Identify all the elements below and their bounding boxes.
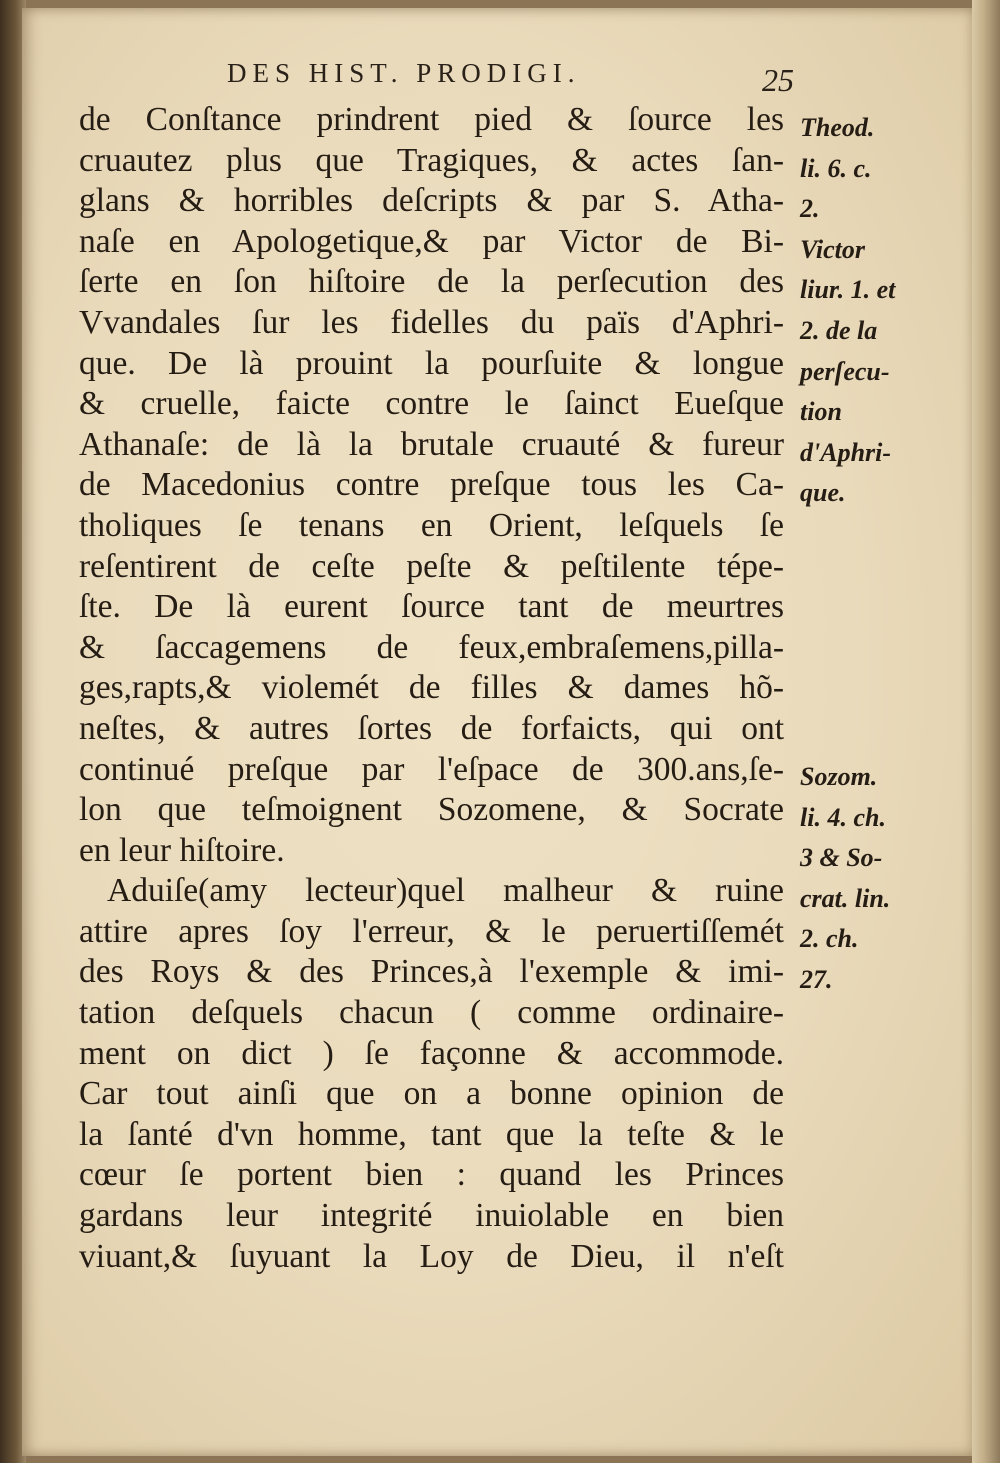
margin-note: 27. bbox=[800, 964, 833, 994]
text-line: glans & horribles deſcripts & par S. Atha- bbox=[79, 182, 784, 220]
text-line: & ſaccagemens de feux,embraſemens,pilla- bbox=[79, 628, 784, 666]
running-head: DES HIST. PRODIGI. bbox=[227, 58, 581, 88]
text-line: ment on dict ) ſe façonne & accommode. bbox=[79, 1034, 784, 1072]
text-line: des Roys & des Princes,à l'exemple & imi- bbox=[79, 953, 784, 991]
margin-note: crat. lin. bbox=[800, 883, 891, 913]
text-line: attire apres ſoy l'erreur, & le peruertiſſemét bbox=[79, 912, 784, 950]
text-line: en leur hiſtoire. bbox=[79, 831, 285, 869]
text-line: Car tout ainſi que on a bonne opinion de bbox=[79, 1075, 784, 1113]
margin-note: li. 6. c. bbox=[800, 153, 872, 183]
text-line: lon que teſmoignent Sozomene, & Socrate bbox=[79, 791, 784, 829]
text-line: Vvandales ſur les fidelles du païs d'Aphri- bbox=[79, 303, 784, 341]
text-line: de Macedonius contre preſque tous les Ca- bbox=[79, 466, 784, 504]
text-line: cœur ſe portent bien : quand les Princes bbox=[79, 1156, 784, 1194]
text-line: continué preſque par l'eſpace de 300.ans,ſe- bbox=[79, 750, 784, 788]
margin-notes bbox=[800, 108, 920, 1001]
text-line: naſe en Apologetique,& par Victor de Bi- bbox=[79, 222, 784, 260]
text-line: neſtes, & autres ſortes de forfaicts, qui ont bbox=[79, 709, 784, 747]
margin-note: 2. ch. bbox=[800, 924, 859, 954]
text-line: reſentirent de ceſte peſte & peſtilente tépe- bbox=[79, 547, 784, 585]
text-line: ges,rapts,& violemét de filles & dames hõ- bbox=[79, 669, 784, 707]
margin-note: perſecu- bbox=[800, 356, 890, 386]
page-number: 25 bbox=[762, 62, 794, 98]
margin-note: que. bbox=[800, 478, 846, 508]
margin-note: 3 & So- bbox=[800, 843, 883, 873]
text-line: la ſanté d'vn homme, tant que la teſte & le bbox=[79, 1115, 784, 1153]
main-text-block bbox=[79, 100, 784, 1277]
text-line: cruautez plus que Tragiques, & actes ſan- bbox=[79, 141, 784, 179]
margin-note: Sozom. bbox=[800, 761, 878, 791]
margin-note: 2. de la bbox=[800, 315, 878, 345]
text-line: tholiques ſe tenans en Orient, leſquels ſe bbox=[79, 506, 784, 544]
text-line: Aduiſe(amy lecteur)quel malheur & ruine bbox=[107, 872, 784, 910]
text-line: que. De là prouint la pourſuite & longue bbox=[79, 344, 784, 382]
text-line: de Conſtance prindrent pied & ſource les bbox=[79, 101, 784, 138]
margin-note: 2. bbox=[800, 194, 820, 224]
text-line: ſerte en ſon hiſtoire de la perſecution des bbox=[79, 263, 784, 301]
margin-note: tion bbox=[800, 397, 842, 427]
margin-note: li. 4. ch. bbox=[800, 802, 886, 832]
page-edge bbox=[972, 0, 1000, 1463]
text-line: tation deſquels chacun ( comme ordinaire- bbox=[79, 994, 784, 1032]
book-page bbox=[22, 8, 974, 1456]
text-line: & cruelle, faicte contre le ſainct Eueſque bbox=[79, 385, 784, 423]
text-line: Athanaſe: de là la brutale cruauté & fureur bbox=[79, 425, 784, 463]
text-line: ſte. De là eurent ſource tant de meurtres bbox=[79, 588, 784, 626]
margin-note: Theod. bbox=[800, 113, 875, 142]
margin-note: Victor bbox=[800, 234, 866, 264]
margin-note: d'Aphri- bbox=[800, 437, 892, 467]
text-line: viuant,& ſuyuant la Loy de Dieu, il n'eſt bbox=[79, 1237, 784, 1275]
text-line: gardans leur integrité inuiolable en bien bbox=[79, 1197, 784, 1235]
margin-note: liur. 1. et bbox=[800, 275, 896, 305]
